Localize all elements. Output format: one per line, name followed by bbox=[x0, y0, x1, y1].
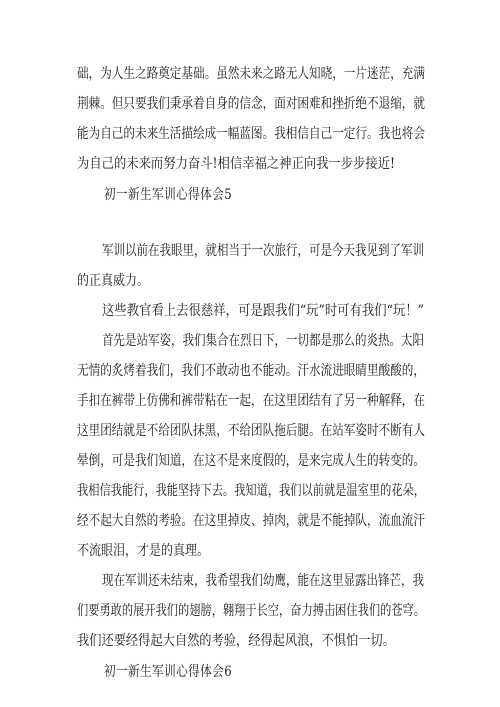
text-line: 荆棘。但只要我们秉承着自身的信念，面对困难和挫折绝不退缩，就 bbox=[77, 96, 426, 112]
paragraph-4-line-1 bbox=[0, 326, 500, 356]
text-line: 我们还要经得起大自然的考验，经得起风浪，不惧怕一切。 bbox=[77, 633, 395, 649]
paragraph-2-line-2 bbox=[0, 266, 500, 296]
paragraph-4-line-2 bbox=[0, 356, 500, 386]
paragraph-5-line-3 bbox=[0, 626, 500, 656]
paragraph-4-line-4 bbox=[0, 416, 500, 446]
section-heading-5 bbox=[0, 180, 500, 210]
text-line: 首先是站军姿，我们集合在烈日下，一切都是那么的炎热。太阳 bbox=[102, 333, 424, 349]
text-line: 这里团结就是不给团队抹黑，不给团队拖后腿。在站军姿时不断有人 bbox=[77, 423, 426, 439]
paragraph-4-line-8 bbox=[0, 536, 500, 566]
text-line: 础，为人生之路奠定基础。虽然未来之路无人知晓，一片迷茫，充满 bbox=[77, 66, 426, 82]
paragraph-5-line-1 bbox=[0, 566, 500, 596]
paragraph-3-line-1 bbox=[0, 296, 500, 326]
paragraph-1-line-3 bbox=[0, 119, 500, 149]
paragraph-4-line-5 bbox=[0, 446, 500, 476]
text-line: 不流眼泪，才是的真理。 bbox=[77, 543, 209, 559]
paragraph-1-line-4 bbox=[0, 149, 500, 179]
text-line: 的正真威力。 bbox=[77, 273, 149, 289]
text-line: 我相信我能行，我能坚持下去。我知道，我们以前就是温室里的花朵， bbox=[77, 483, 425, 499]
paragraph-2-line-1 bbox=[0, 236, 500, 266]
section-heading-text: 初一新生军训心得体会5 bbox=[104, 187, 233, 203]
paragraph-5-line-2 bbox=[0, 596, 500, 626]
text-line: 经不起大自然的考验。在这里掉皮、掉肉，就是不能掉队，流血流汗 bbox=[77, 513, 426, 529]
paragraph-4-line-6 bbox=[0, 476, 500, 506]
section-heading-text: 初一新生军训心得体会6 bbox=[104, 664, 233, 680]
paragraph-4-line-7 bbox=[0, 506, 500, 536]
text-line: 这些教官看上去很慈祥，可是跟我们“玩”时可有我们“玩！” bbox=[102, 303, 425, 319]
section-heading-6 bbox=[0, 657, 500, 687]
text-line: 为自己的未来而努力奋斗!相信幸福之神正向我一步步接近! bbox=[77, 156, 395, 172]
text-line: 现在军训还未结束，我希望我们幼鹰，能在这里显露出锋芒，我 bbox=[102, 573, 424, 589]
paragraph-4-line-3 bbox=[0, 386, 500, 416]
text-line: 手扣在裤带上仿佛和裤带粘在一起，在这里团结有了另一种解释，在 bbox=[77, 393, 426, 409]
text-line: 晕倒，可是我们知道，在这不是来度假的，是来完成人生的转变的。 bbox=[77, 453, 426, 469]
paragraph-1-line-1 bbox=[0, 59, 500, 89]
text-line: 无情的炙烤着我们，我们不敢动也不能动。汗水流进眼睛里酸酸的， bbox=[77, 363, 426, 379]
text-line: 能为自己的未来生活描绘成一幅蓝图。我相信自己一定行。我也将会 bbox=[77, 126, 426, 142]
text-line: 们要勇敢的展开我们的翅膀，翱翔于长空，奋力搏击困住我们的苍穹。 bbox=[77, 603, 425, 619]
text-line: 军训以前在我眼里，就相当于一次旅行，可是今天我见到了军训 bbox=[102, 243, 424, 259]
paragraph-1-line-2 bbox=[0, 89, 500, 119]
